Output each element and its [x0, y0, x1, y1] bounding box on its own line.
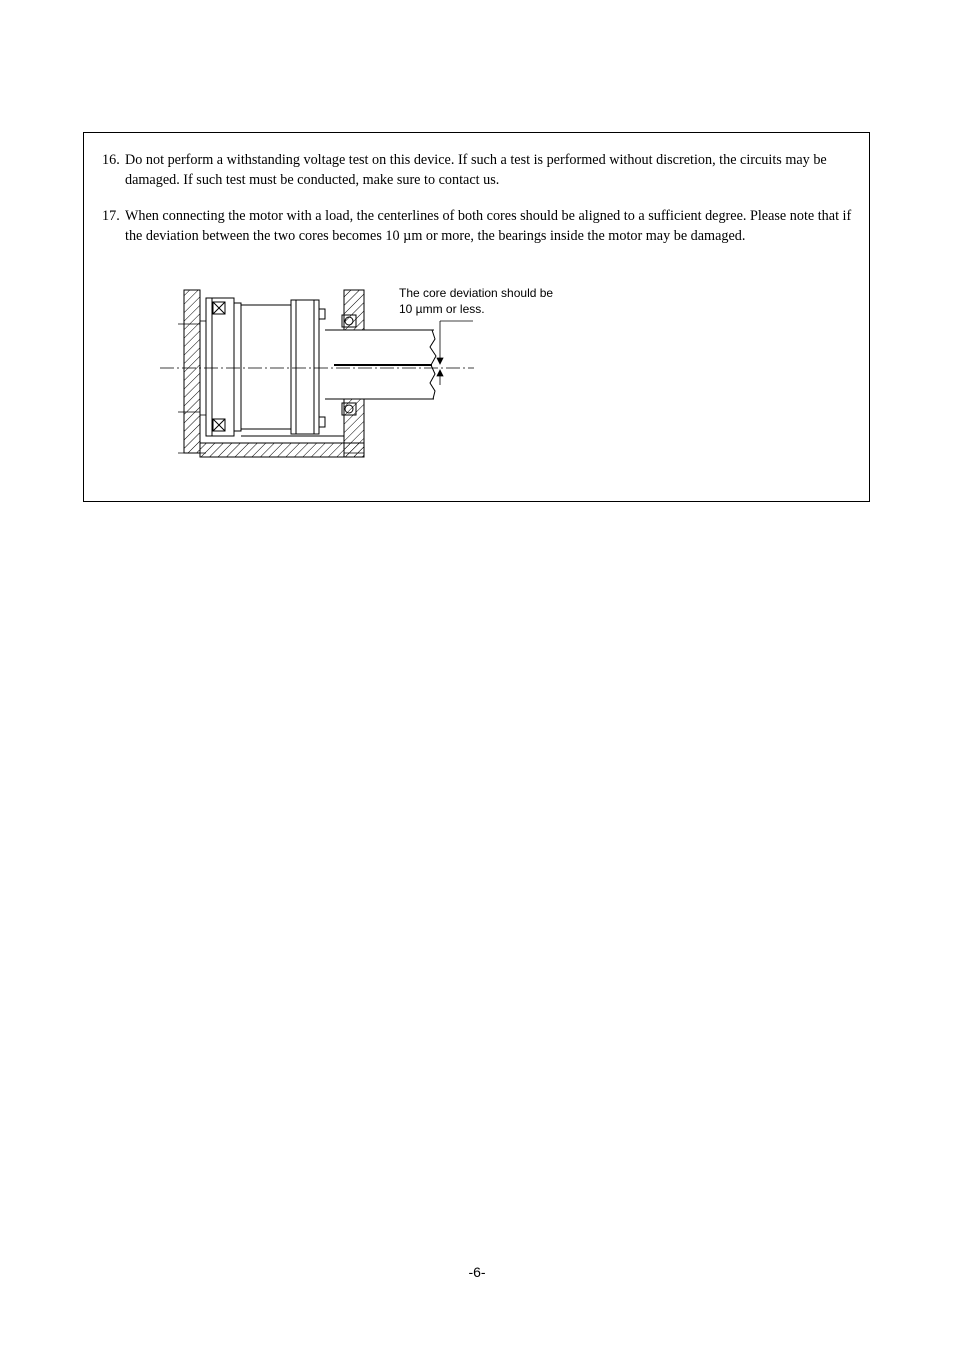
notice-box [83, 132, 870, 502]
motor-body [206, 298, 344, 436]
load-shaft [325, 330, 436, 399]
motor-bearing-lower [213, 419, 225, 431]
page-number: -6- [468, 1264, 486, 1280]
notice-text: When connecting the motor with a load, the centerlines of both cores should be aligned to a sufficient degree. Please note that if the deviation between the two cores becomes 10 µm or more, the bearings inside the motor may be damaged. [125, 208, 852, 244]
motor-bearing-upper [213, 302, 225, 314]
right-housing-lower [344, 399, 364, 457]
notice-number: 16. [102, 152, 120, 168]
notice-item-16 [102, 151, 862, 190]
notice-text: Do not perform a withstanding voltage test on this device. If such a test is performed without discretion, the circuits may be damaged. If such test must be conducted, make sure to contact us. [125, 152, 827, 188]
deviation-caption: The core deviation should be 10 µmm or less. [399, 286, 554, 316]
left-flange-wall [184, 290, 200, 453]
notice-item-17 [102, 207, 862, 246]
notice-number: 17. [102, 208, 120, 224]
deviation-indicator [437, 321, 473, 385]
bottom-base [200, 443, 364, 457]
